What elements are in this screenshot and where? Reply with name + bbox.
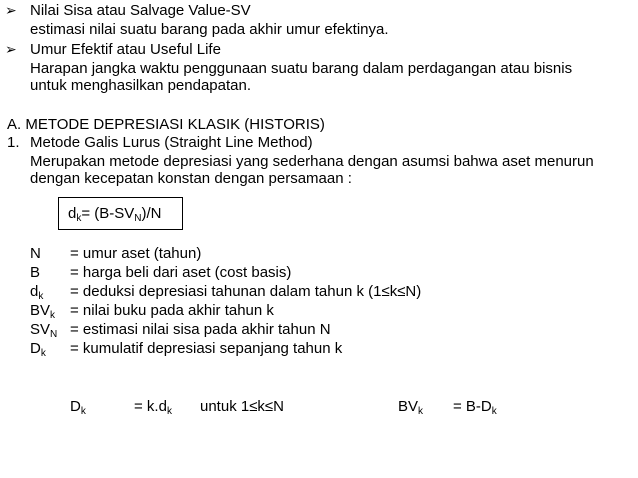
section-heading: A. METODE DEPRESIASI KLASIK (HISTORIS): [7, 116, 325, 133]
bottom-condition: untuk 1≤k≤N: [200, 398, 285, 415]
method-title: Metode Galis Lurus (Straight Line Method): [30, 134, 313, 151]
definition-symbol-SVN: $SV_N$: [30, 321, 58, 340]
definition-text-SVN: = estimasi nilai sisa pada akhir tahun N: [70, 321, 331, 338]
method-desc-line2: dengan kecepatan konstan dengan persamaan :: [30, 170, 352, 187]
bullet-title-useful-life: Umur Efektif atau Useful Life: [30, 41, 221, 58]
definition-text-BVk: = nilai buku pada akhir tahun k: [70, 302, 274, 319]
definition-symbol-B: B: [30, 264, 41, 281]
definition-text-N: = umur aset (tahun): [70, 245, 202, 262]
bullet-desc-useful-life-line1: Harapan jangka waktu penggunaan suatu barang dalam perdagangan atau bisnis: [30, 60, 573, 77]
definition-symbol-N: N: [30, 245, 41, 262]
bullet-desc-salvage-value: estimasi nilai suatu barang pada akhir umur efektinya.: [30, 21, 389, 38]
bullet-arrow-icon: ➢: [5, 41, 17, 57]
bullet-arrow-icon: ➢: [5, 2, 17, 18]
definition-symbol-Dk: $D_k$: [30, 340, 46, 359]
definition-text-B: = harga beli dari aset (cost basis): [70, 264, 292, 281]
bottom-BVk-equation: = $B-D_k$: [453, 398, 497, 417]
definition-symbol-dk: $d_k$: [30, 283, 44, 302]
bottom-BVk-symbol: $BV_k$: [398, 398, 424, 417]
bullet-title-salvage-value: Nilai Sisa atau Salvage Value-SV: [30, 2, 251, 19]
method-number: 1.: [7, 134, 20, 151]
bottom-Dk-symbol: $D_k$: [70, 398, 86, 417]
definition-symbol-BVk: $BV_k$: [30, 302, 56, 321]
bottom-Dk-equation: = $k.d_k$: [134, 398, 172, 417]
definition-text-Dk: = kumulatif depresiasi sepanjang tahun k: [70, 340, 343, 357]
definition-text-dk: = deduksi depresiasi tahunan dalam tahun k (1≤k≤N): [70, 283, 422, 300]
bullet-desc-useful-life-line2: untuk menghasilkan pendapatan.: [30, 77, 252, 94]
method-desc-line1: Merupakan metode depresiasi yang sederhana dengan asumsi bahwa aset menurun: [30, 153, 594, 170]
formula-text: $d_k= (B-SV_N)/N$: [68, 205, 162, 224]
